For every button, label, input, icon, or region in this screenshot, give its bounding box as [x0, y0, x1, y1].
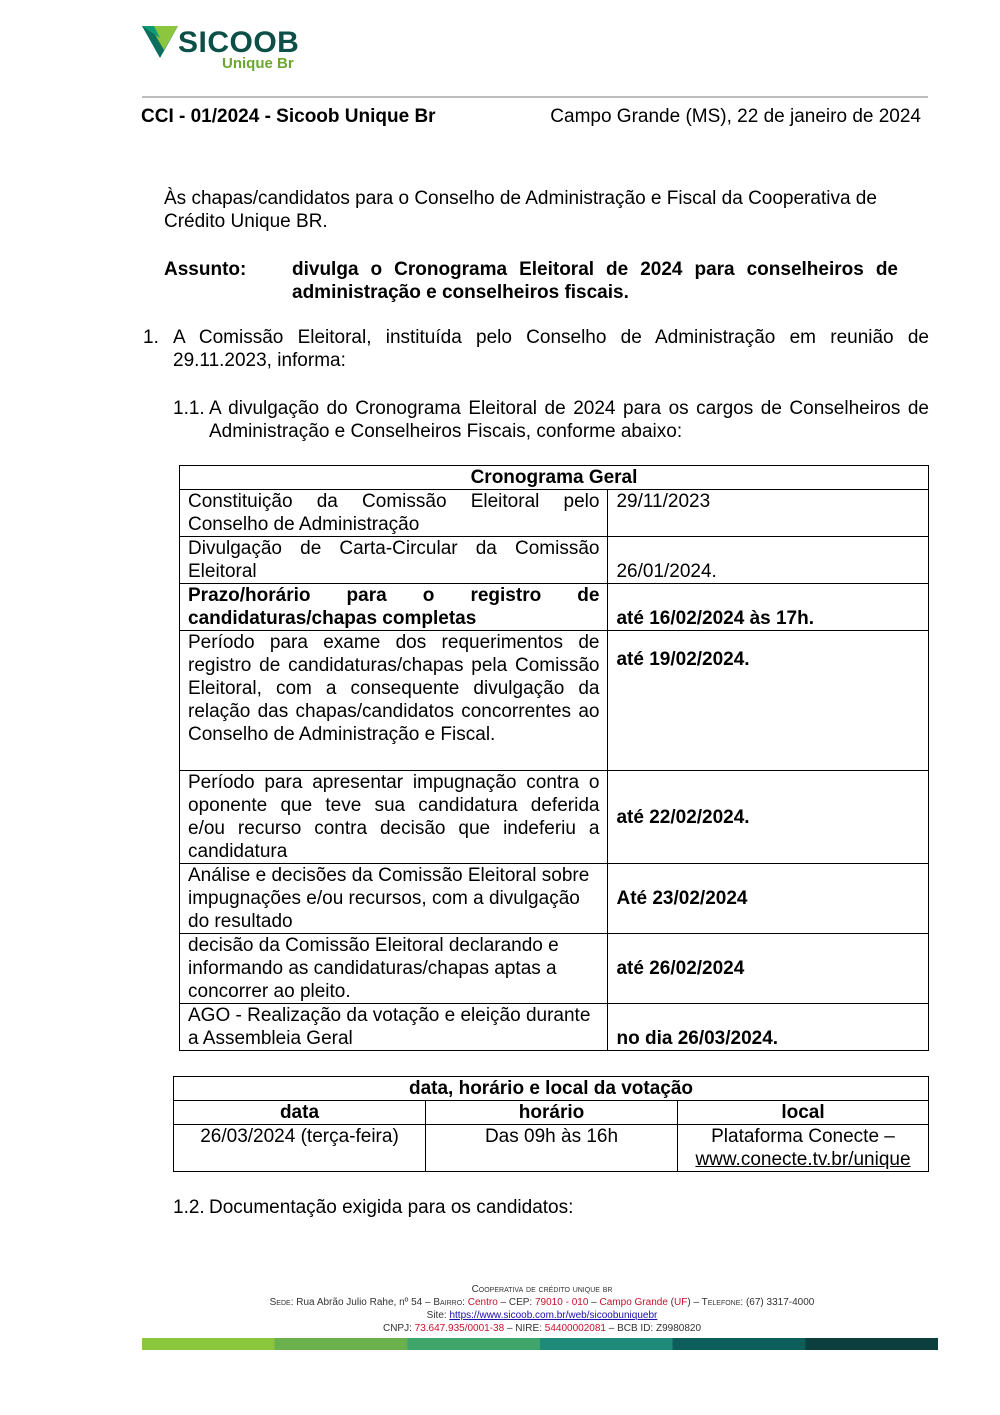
footer-nire-label: – NIRE: [506, 1323, 542, 1334]
item-1-number: 1. [143, 327, 159, 348]
subject-text: divulga o Cronograma Eleitoral de 2024 para conselheiros de administração e conselheiros fiscais. [292, 259, 898, 303]
footer [142, 1283, 942, 1335]
item-1-2-text: Documentação exigida para os candidatos: [209, 1197, 574, 1218]
item-1-1-number: 1.1. [173, 398, 205, 419]
footer-bairro: Centro [467, 1297, 498, 1308]
footer-color-bar [142, 1338, 938, 1350]
schedule-date: até 19/02/2024. [608, 631, 929, 771]
item-1-text: A Comissão Eleitoral, instituída pelo Conselho de Administração em reunião de 29.11.2023, informa: [173, 327, 929, 371]
schedule-event: Período para exame dos requerimentos de registro de candidaturas/chapas pela Comissão Eleitoral, com a consequente divulgação da relação das chapas/candidatos concorrentes ao Conselho de Administração e Fiscal. [180, 631, 608, 771]
table-row [180, 631, 929, 771]
schedule-date: até 22/02/2024. [608, 771, 929, 864]
voting-place [678, 1125, 929, 1172]
footer-cnpj-label: CNPJ: [382, 1323, 412, 1334]
footer-cooperative-name: Cooperativa de crédito unique br [471, 1284, 613, 1295]
table-row [180, 537, 929, 584]
table-row [180, 771, 929, 864]
voting-time: Das 09h às 16h [426, 1125, 678, 1172]
sicoob-logo-mark [142, 24, 178, 60]
footer-address: Rua Abrão Julio Rahe, nº 54 – [296, 1297, 431, 1308]
schedule-event: Constituição da Comissão Eleitoral pelo Conselho de Administração [180, 490, 608, 537]
logo-brand: SICOOB [178, 26, 300, 59]
footer-site-line [142, 1309, 942, 1322]
footer-bcb: – BCB ID: Z9980820 [608, 1323, 702, 1334]
footer-address-line: Sede: Rua Abrão Julio Rahe, nº 54 – Bairro: Centro – CEP: 79010 - 010 – Campo Grande (UF) – Telefone: (67) 3317-4000 [269, 1297, 815, 1308]
schedule-event: decisão da Comissão Eleitoral declarando e informando as candidaturas/chapas aptas a concorrer ao pleito. [180, 934, 608, 1004]
voting-table [173, 1076, 929, 1172]
footer-ids-line [142, 1322, 942, 1335]
subject-label: Assunto: [164, 259, 247, 280]
schedule-date: no dia 26/03/2024. [608, 1004, 929, 1051]
table-row [180, 1004, 929, 1051]
footer-city: Campo Grande [599, 1297, 668, 1308]
schedule-date: até 26/02/2024 [608, 934, 929, 1004]
footer-cnpj: 73.647.935/0001-38 [414, 1323, 505, 1334]
document-reference: CCI - 01/2024 - Sicoob Unique Br [141, 106, 436, 127]
logo-sub: Unique Br [222, 55, 294, 72]
footer-sede-label: Sede: [269, 1297, 294, 1308]
table-row [174, 1125, 929, 1172]
footer-uf: UF [674, 1297, 688, 1308]
item-1-1-text: A divulgação do Cronograma Eleitoral de 2024 para os cargos de Conselheiros de Administração e Conselheiros Fiscais, conforme abaixo: [209, 398, 929, 442]
voting-date: 26/03/2024 (terça-feira) [174, 1125, 426, 1172]
schedule-date: 26/01/2024. [608, 537, 929, 584]
footer-site-link[interactable]: https://www.sicoob.com.br/web/sicoobuniquebr [449, 1310, 658, 1321]
schedule-date: 29/11/2023 [608, 490, 929, 537]
voting-header-time: horário [426, 1101, 678, 1125]
schedule-title: Cronograma Geral [180, 466, 929, 490]
schedule-event: Prazo/horário para o registro de candidaturas/chapas completas [180, 584, 608, 631]
schedule-event: Divulgação de Carta-Circular da Comissão Eleitoral [180, 537, 608, 584]
footer-cep-label: – CEP: [500, 1297, 533, 1308]
voting-place-url[interactable]: www.conecte.tv.br/unique [695, 1149, 911, 1170]
table-row [180, 934, 929, 1004]
table-row [180, 864, 929, 934]
footer-tel-label: – Telefone: [693, 1297, 744, 1308]
sicoob-logo [142, 24, 302, 74]
voting-header-date: data [174, 1101, 426, 1125]
footer-bairro-label: Bairro: [433, 1297, 465, 1308]
table-row [180, 490, 929, 537]
footer-tel: (67) 3317-4000 [745, 1297, 815, 1308]
voting-place-name: Plataforma Conecte – [711, 1126, 895, 1147]
table-row [180, 584, 929, 631]
footer-nire: 54400002081 [544, 1323, 606, 1334]
voting-header-place: local [678, 1101, 929, 1125]
schedule-event: Análise e decisões da Comissão Eleitoral sobre impugnações e/ou recursos, com a divulgação do resultado [180, 864, 608, 934]
addressee: Às chapas/candidatos para o Conselho de Administração e Fiscal da Cooperativa de Crédito Unique BR. [164, 188, 877, 232]
schedule-event: Período para apresentar impugnação contra o oponente que teve sua candidatura deferida e/ou recurso contra decisão que indeferiu a candidatura [180, 771, 608, 864]
schedule-date: até 16/02/2024 às 17h. [608, 584, 929, 631]
schedule-table [179, 465, 929, 1051]
item-1-2-number: 1.2. [173, 1197, 205, 1218]
document-date: Campo Grande (MS), 22 de janeiro de 2024 [550, 106, 921, 127]
voting-title: data, horário e local da votação [174, 1077, 929, 1101]
schedule-date: Até 23/02/2024 [608, 864, 929, 934]
footer-site-label: Site: [426, 1310, 447, 1321]
schedule-event: AGO - Realização da votação e eleição durante a Assembleia Geral [180, 1004, 608, 1051]
header-rule [142, 96, 928, 98]
footer-cep: 79010 - 010 [535, 1297, 589, 1308]
